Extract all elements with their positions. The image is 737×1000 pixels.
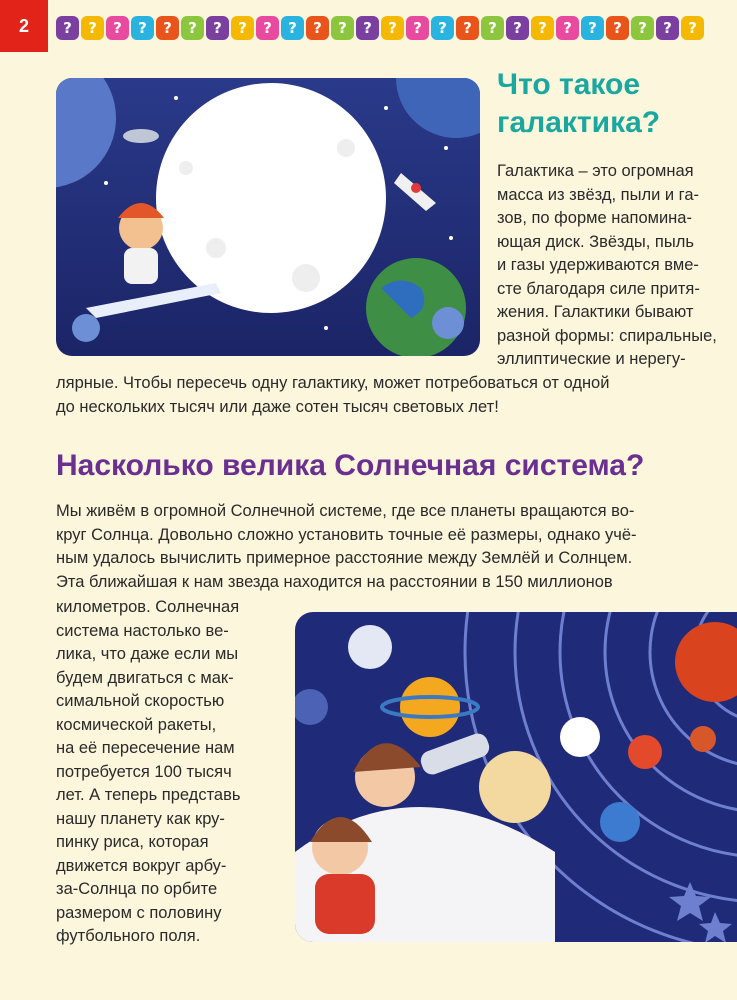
question-mark-icon: ? <box>256 16 279 40</box>
text-line: лика, что даже если мы <box>56 645 239 663</box>
question-mark-icon: ? <box>656 16 679 40</box>
text-line: ющая диск. Звёзды, пыль <box>497 232 694 251</box>
text-line: масса из звёзд, пыли и га- <box>497 185 700 204</box>
section1-full-text <box>56 372 609 419</box>
text-line: футбольного поля. <box>56 927 201 945</box>
question-mark-icon: ? <box>181 16 204 40</box>
text-line: симальной скоростью <box>56 692 225 710</box>
text-line: зов, по форме напомина- <box>497 209 692 227</box>
question-mark-icon: ? <box>156 16 179 40</box>
saturn <box>400 677 460 737</box>
text-line: на её пересечение нам <box>56 739 235 757</box>
jupiter <box>479 751 551 823</box>
text-line: движется вокруг арбу- <box>56 856 227 875</box>
mars <box>628 735 662 769</box>
text-line: будем двигаться с мак- <box>56 668 234 687</box>
section1-side-text <box>497 160 717 372</box>
question-mark-icon: ? <box>456 16 479 40</box>
text-line: нашу планету как кру- <box>56 809 225 828</box>
title-line: Что такое <box>497 68 641 101</box>
text-line: Мы живём в огромной Солнечной системе, где все планеты вращаются во- <box>56 502 635 520</box>
solar-system-illustration <box>295 612 737 942</box>
question-mark-icon: ? <box>481 16 504 40</box>
text-line: система настолько ве- <box>56 621 229 640</box>
question-mark-icon: ? <box>631 16 654 40</box>
text-line: километров. Солнечная <box>56 598 240 616</box>
title-line: галактика? <box>497 106 661 139</box>
text-line: жения. Галактики бывают <box>497 303 694 321</box>
section2-side-text <box>56 596 240 949</box>
question-mark-icon: ? <box>381 16 404 40</box>
question-mark-icon: ? <box>231 16 254 40</box>
question-mark-icon: ? <box>556 16 579 40</box>
question-mark-icon: ? <box>131 16 154 40</box>
ufo <box>123 129 159 143</box>
text-line: размером с половину <box>56 903 222 922</box>
galaxy-illustration <box>56 78 480 356</box>
text-line: Эта ближайшая к нам звезда находится на расстоянии в 150 миллионов <box>56 572 613 591</box>
text-line: до нескольких тысяч или даже сотен тысяч световых лет! <box>56 397 499 416</box>
text-line: лет. А теперь представь <box>56 786 241 804</box>
text-line: и газы удерживаются вме- <box>497 256 699 274</box>
question-mark-icon: ? <box>56 16 79 40</box>
section2-full-text <box>56 500 637 594</box>
text-line: космической ракеты, <box>56 715 217 734</box>
text-line: круг Солнца. Довольно сложно установить точные её размеры, однако учё- <box>56 525 637 544</box>
question-mark-icon: ? <box>356 16 379 40</box>
earth-small <box>560 717 600 757</box>
astronaut-suit <box>124 248 158 284</box>
question-mark-icon: ? <box>281 16 304 40</box>
question-mark-icon: ? <box>606 16 629 40</box>
question-mark-icon: ? <box>306 16 329 40</box>
text-line: Галактика – это огромная <box>497 162 694 180</box>
section1-title <box>497 66 737 142</box>
question-mark-icon: ? <box>406 16 429 40</box>
question-mark-icon: ? <box>431 16 454 40</box>
question-mark-icon: ? <box>331 16 354 40</box>
text-line: пинку риса, которая <box>56 833 209 851</box>
question-mark-icon: ? <box>81 16 104 40</box>
page-number: 2 <box>0 0 48 52</box>
text-line: разной формы: спиральные, <box>497 326 717 345</box>
text-line: потребуется 100 тысяч <box>56 762 232 781</box>
question-mark-icon: ? <box>531 16 554 40</box>
girl-dress <box>315 874 375 934</box>
question-mark-icon: ? <box>106 16 129 40</box>
text-line: лярные. Чтобы пересечь одну галактику, может потребоваться от одной <box>56 374 610 392</box>
neptune <box>600 802 640 842</box>
question-mark-icon: ? <box>206 16 229 40</box>
text-line: сте благодаря силе притя- <box>497 279 700 298</box>
moon <box>156 83 386 313</box>
planet-white <box>348 625 392 669</box>
question-mark-icon: ? <box>506 16 529 40</box>
text-line: ным удалось вычислить примерное расстояние между Землёй и Солнцем. <box>56 549 633 567</box>
question-mark-icon: ? <box>681 16 704 40</box>
section2-title: Насколько велика Солнечная система? <box>56 449 645 482</box>
text-line: за-Солнца по орбите <box>56 880 218 898</box>
text-line: эллиптические и нерегу- <box>497 350 686 368</box>
question-icon-row <box>56 16 704 40</box>
question-mark-icon: ? <box>581 16 604 40</box>
